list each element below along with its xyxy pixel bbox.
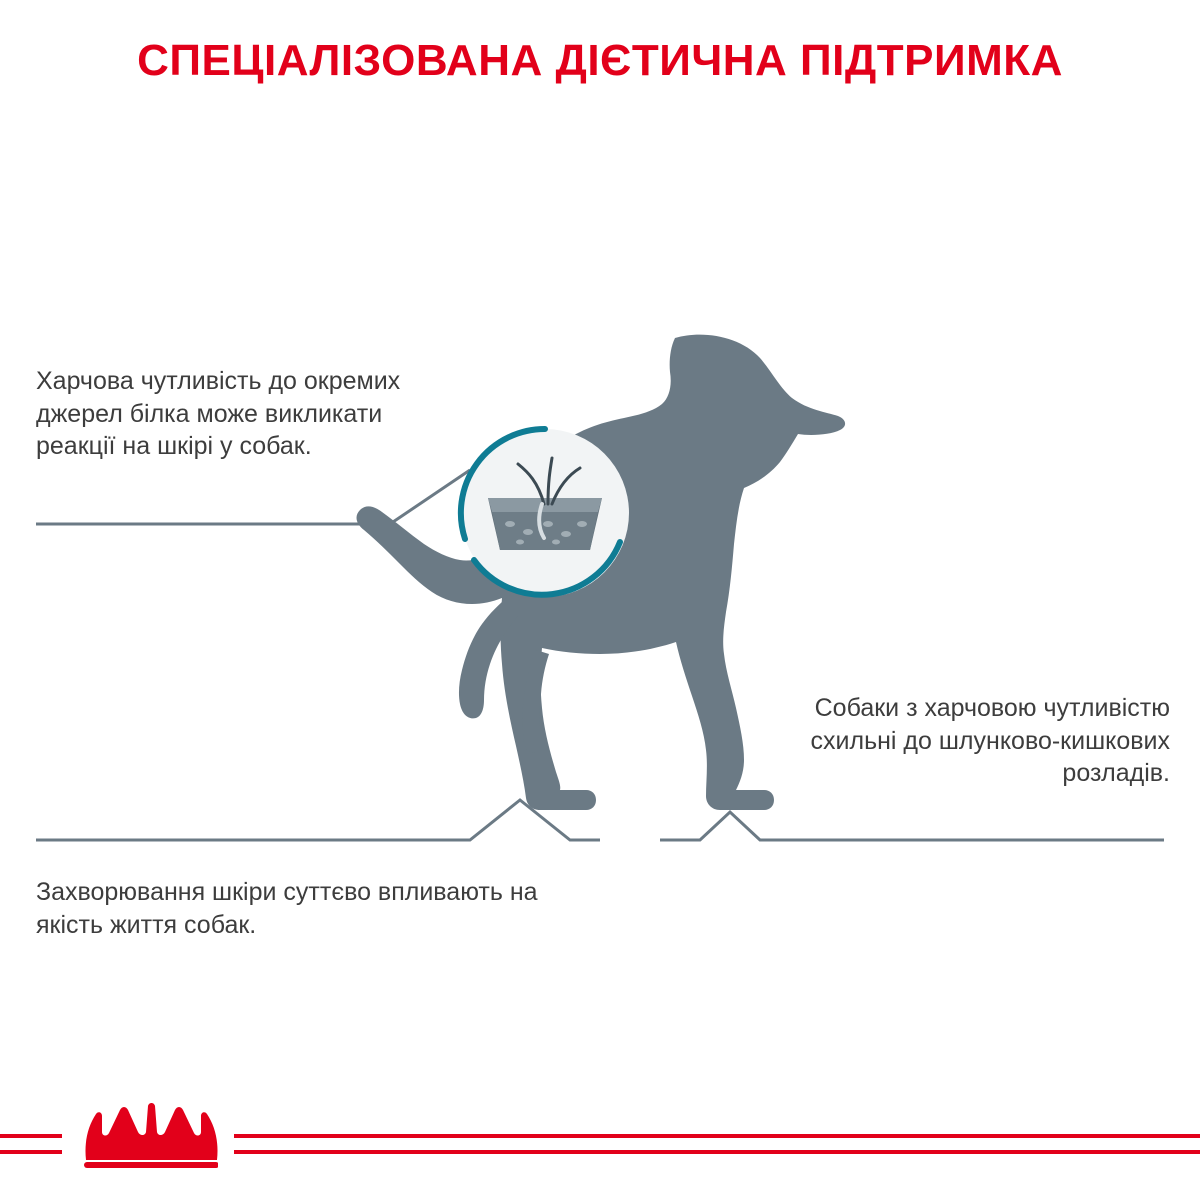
callout-food-sensitivity: Харчова чутливість до окремих джерел білка може викликати реакції на шкірі у собак.	[36, 367, 401, 460]
royal-canin-crown-logo	[78, 1102, 218, 1168]
skin-cross-section-magnifier	[452, 420, 638, 606]
page-title: СПЕЦІАЛІЗОВАНА ДІЄТИЧНА ПІДТРИМКА	[137, 36, 1063, 85]
callout-digestive: Собаки з харчовою чутливістю схильні до шлунково-кишкових розладів.	[810, 694, 1170, 787]
callout-skin-disease: Захворювання шкіри суттєво впливають на якість життя собак.	[36, 878, 538, 939]
footer	[0, 1104, 1200, 1200]
